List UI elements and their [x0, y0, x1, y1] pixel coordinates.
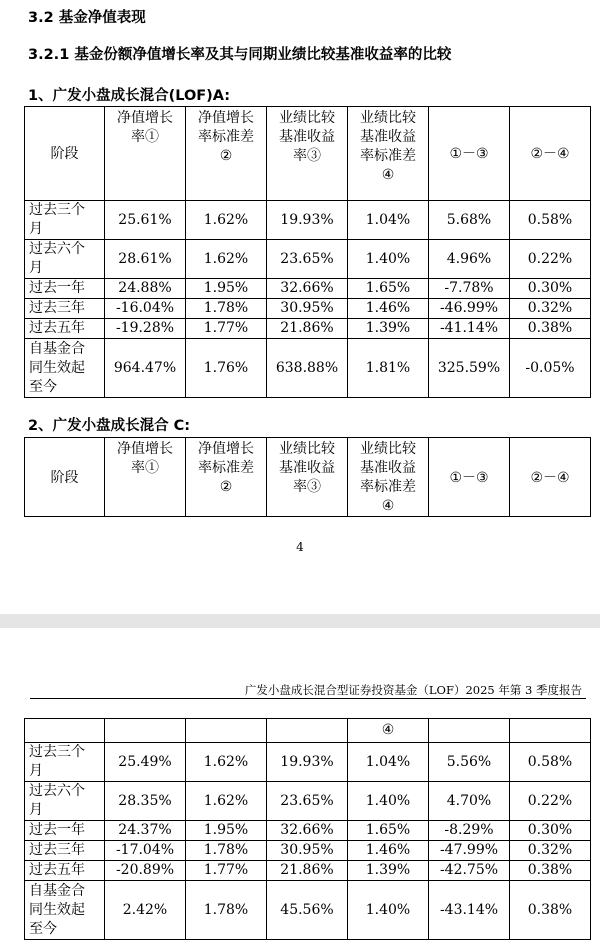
header-cell: [105, 438, 186, 517]
subsection-title: 3.2.1 基金份额净值增长率及其与同期业绩比较基准收益率的比较: [28, 47, 452, 63]
cell-text-line: 业绩比较: [279, 110, 335, 126]
cell-text-line: ②: [219, 148, 233, 164]
cell-text-line: 率①: [131, 460, 159, 476]
period-cell: [25, 201, 105, 240]
value-cell: -16.04%: [105, 299, 186, 319]
cell-text-line: ④: [381, 167, 395, 183]
value-cell: 1.62%: [186, 743, 267, 782]
table-row: [25, 201, 591, 240]
header-cell: [267, 719, 348, 743]
period-cell: [25, 743, 105, 782]
cell-text-line: 过去五年: [29, 862, 85, 878]
cell-text-line: 率标准差: [198, 129, 254, 145]
header-cell: [348, 107, 429, 201]
section-title: 3.2 基金净值表现: [28, 10, 146, 26]
period-cell: [25, 279, 105, 299]
table-row: [25, 861, 591, 881]
value-cell: 0.30%: [510, 279, 591, 299]
header-rule: [30, 698, 586, 699]
cell-text-line: ②: [219, 479, 233, 495]
value-cell: 1.78%: [186, 881, 267, 940]
value-cell: 19.93%: [267, 201, 348, 240]
cell-text-line: 过去一年: [29, 822, 85, 838]
continued-header-row: [25, 719, 591, 743]
cell-text-line: 基准收益: [360, 129, 416, 145]
cell-text-line: 月: [29, 221, 43, 237]
value-cell: 1.77%: [186, 319, 267, 339]
cell-text-line: 业绩比较: [360, 441, 416, 457]
value-cell: 0.32%: [510, 841, 591, 861]
header-cell: [105, 107, 186, 201]
class-c-performance-table: [24, 718, 591, 940]
value-cell: 1.62%: [186, 201, 267, 240]
header-cell: [348, 438, 429, 517]
table-row: [25, 881, 591, 940]
header-cell: [510, 107, 591, 201]
value-cell: 0.30%: [510, 821, 591, 841]
cell-text-line: 业绩比较: [279, 441, 335, 457]
cell-text-line: 阶段: [50, 146, 79, 162]
value-cell: 1.62%: [186, 782, 267, 821]
value-cell: 1.77%: [186, 861, 267, 881]
value-cell: 45.56%: [267, 881, 348, 940]
period-cell: [25, 841, 105, 861]
value-cell: 25.49%: [105, 743, 186, 782]
cell-text-line: 过去三个: [29, 202, 85, 218]
header-row: [25, 107, 591, 201]
value-cell: 1.39%: [348, 861, 429, 881]
header-row: [25, 438, 591, 517]
value-cell: 1.46%: [348, 841, 429, 861]
value-cell: 1.95%: [186, 279, 267, 299]
cell-text-line: 自基金合: [29, 340, 85, 357]
value-cell: 964.47%: [105, 339, 186, 398]
period-cell: [25, 782, 105, 821]
value-cell: 25.61%: [105, 201, 186, 240]
value-cell: 1.62%: [186, 240, 267, 279]
value-cell: 5.68%: [429, 201, 510, 240]
header-cell: [267, 107, 348, 201]
table-row: [25, 240, 591, 279]
value-cell: 24.88%: [105, 279, 186, 299]
value-cell: -8.29%: [429, 821, 510, 841]
cell-text-line: 过去六个: [29, 241, 85, 257]
value-cell: 0.58%: [510, 201, 591, 240]
value-cell: 1.76%: [186, 339, 267, 398]
cell-text-line: 率③: [293, 479, 321, 495]
value-cell: 0.38%: [510, 881, 591, 940]
value-cell: 30.95%: [267, 841, 348, 861]
table-row: [25, 782, 591, 821]
value-cell: 1.95%: [186, 821, 267, 841]
class-a-performance-table: [24, 106, 591, 398]
cell-text-line: 至今: [29, 920, 57, 937]
cell-text-line: ④: [381, 498, 395, 514]
value-cell: 1.46%: [348, 299, 429, 319]
cell-text-line: 净值增长: [198, 110, 254, 126]
value-cell: 19.93%: [267, 743, 348, 782]
header-cell: [186, 107, 267, 201]
table-row: [25, 821, 591, 841]
value-cell: 0.38%: [510, 861, 591, 881]
value-cell: -43.14%: [429, 881, 510, 940]
cell-text-line: 基准收益: [279, 129, 335, 145]
value-cell: -41.14%: [429, 319, 510, 339]
value-cell: -19.28%: [105, 319, 186, 339]
value-cell: 4.70%: [429, 782, 510, 821]
cell-text-line: 净值增长: [117, 110, 173, 126]
value-cell: 1.04%: [348, 743, 429, 782]
header-cell: [429, 107, 510, 201]
value-cell: 1.65%: [348, 821, 429, 841]
value-cell: 21.86%: [267, 861, 348, 881]
cell-text-line: 过去三年: [29, 300, 85, 316]
value-cell: 4.96%: [429, 240, 510, 279]
table-row: [25, 841, 591, 861]
table-row: [25, 319, 591, 339]
header-cell: [186, 719, 267, 743]
value-cell: 1.39%: [348, 319, 429, 339]
value-cell: 1.78%: [186, 841, 267, 861]
cell-text-line: ②－④: [530, 469, 570, 486]
header-cell: [429, 719, 510, 743]
value-cell: 32.66%: [267, 821, 348, 841]
value-cell: 1.81%: [348, 339, 429, 398]
running-header: 广发小盘成长混合型证券投资基金（LOF）2025 年第 3 季度报告: [244, 683, 582, 697]
cell-text-line: ②－④: [530, 146, 570, 162]
table-row: [25, 339, 591, 398]
period-cell: [25, 319, 105, 339]
period-cell: [25, 299, 105, 319]
header-cell: [186, 438, 267, 517]
cell-text-line: 过去三年: [29, 842, 85, 858]
cell-text-line: 阶段: [50, 469, 79, 486]
value-cell: 23.65%: [267, 240, 348, 279]
class-c-performance-table-header: [24, 437, 591, 517]
cell-text-line: 基准收益: [360, 460, 416, 476]
value-cell: -0.05%: [510, 339, 591, 398]
value-cell: 28.35%: [105, 782, 186, 821]
page-break-gap: [0, 614, 600, 628]
cell-text-line: 自基金合: [29, 882, 85, 899]
value-cell: 1.78%: [186, 299, 267, 319]
cell-text-line: 基准收益: [279, 460, 335, 476]
value-cell: 1.40%: [348, 881, 429, 940]
page-number: 4: [296, 540, 304, 554]
value-cell: 5.56%: [429, 743, 510, 782]
class-c-title: 2、广发小盘成长混合 C:: [28, 418, 191, 434]
value-cell: 638.88%: [267, 339, 348, 398]
cell-text-line: 率③: [293, 148, 321, 164]
value-cell: 1.40%: [348, 782, 429, 821]
header-cell: [25, 438, 105, 517]
cell-text-line: 月: [29, 763, 43, 779]
value-cell: 325.59%: [429, 339, 510, 398]
value-cell: 0.32%: [510, 299, 591, 319]
value-cell: -20.89%: [105, 861, 186, 881]
value-cell: 0.58%: [510, 743, 591, 782]
period-cell: [25, 881, 105, 940]
value-cell: 0.22%: [510, 782, 591, 821]
table-row: [25, 299, 591, 319]
period-cell: [25, 861, 105, 881]
value-cell: 1.40%: [348, 240, 429, 279]
cell-text-line: 业绩比较: [360, 110, 416, 126]
value-cell: 28.61%: [105, 240, 186, 279]
cell-text-line: 至今: [29, 378, 57, 395]
header-cell: [510, 719, 591, 743]
period-cell: [25, 339, 105, 398]
value-cell: -47.99%: [429, 841, 510, 861]
header-cell: [105, 719, 186, 743]
cell-text-line: 率标准差: [360, 148, 416, 164]
cell-text-line: 率标准差: [198, 460, 254, 476]
header-cell: [510, 438, 591, 517]
value-cell: 1.04%: [348, 201, 429, 240]
cell-text-line: 净值增长: [198, 441, 254, 457]
header-cell: [25, 719, 105, 743]
period-cell: [25, 821, 105, 841]
cell-text-line: 率标准差: [360, 479, 416, 495]
table-row: [25, 279, 591, 299]
cell-text-line: 过去三个: [29, 744, 85, 760]
cell-text-line: 过去一年: [29, 280, 85, 296]
value-cell: 30.95%: [267, 299, 348, 319]
header-cell: [267, 438, 348, 517]
cell-text-line: 同生效起: [29, 901, 85, 918]
value-cell: -7.78%: [429, 279, 510, 299]
value-cell: 21.86%: [267, 319, 348, 339]
class-a-title: 1、广发小盘成长混合(LOF)A:: [28, 88, 231, 104]
period-cell: [25, 240, 105, 279]
cell-text-line: 同生效起: [29, 359, 85, 376]
value-cell: 2.42%: [105, 881, 186, 940]
table-row: [25, 743, 591, 782]
value-cell: 1.65%: [348, 279, 429, 299]
cell-text-line: 率①: [131, 129, 159, 145]
cell-text-line: 净值增长: [117, 441, 173, 457]
value-cell: 24.37%: [105, 821, 186, 841]
value-cell: 32.66%: [267, 279, 348, 299]
value-cell: -17.04%: [105, 841, 186, 861]
value-cell: -46.99%: [429, 299, 510, 319]
cell-text-line: 月: [29, 802, 43, 818]
header-cell: [25, 107, 105, 201]
cell-text-line: ①－③: [449, 469, 489, 486]
cell-text-line: 过去六个: [29, 783, 85, 799]
header-cell: [429, 438, 510, 517]
value-cell: 23.65%: [267, 782, 348, 821]
value-cell: -42.75%: [429, 861, 510, 881]
cell-text-line: 过去五年: [29, 320, 85, 336]
value-cell: 0.22%: [510, 240, 591, 279]
cell-text-line: 月: [29, 260, 43, 276]
value-cell: 0.38%: [510, 319, 591, 339]
cell-text-line: ①－③: [449, 146, 489, 162]
header-cell: ④: [348, 719, 429, 743]
